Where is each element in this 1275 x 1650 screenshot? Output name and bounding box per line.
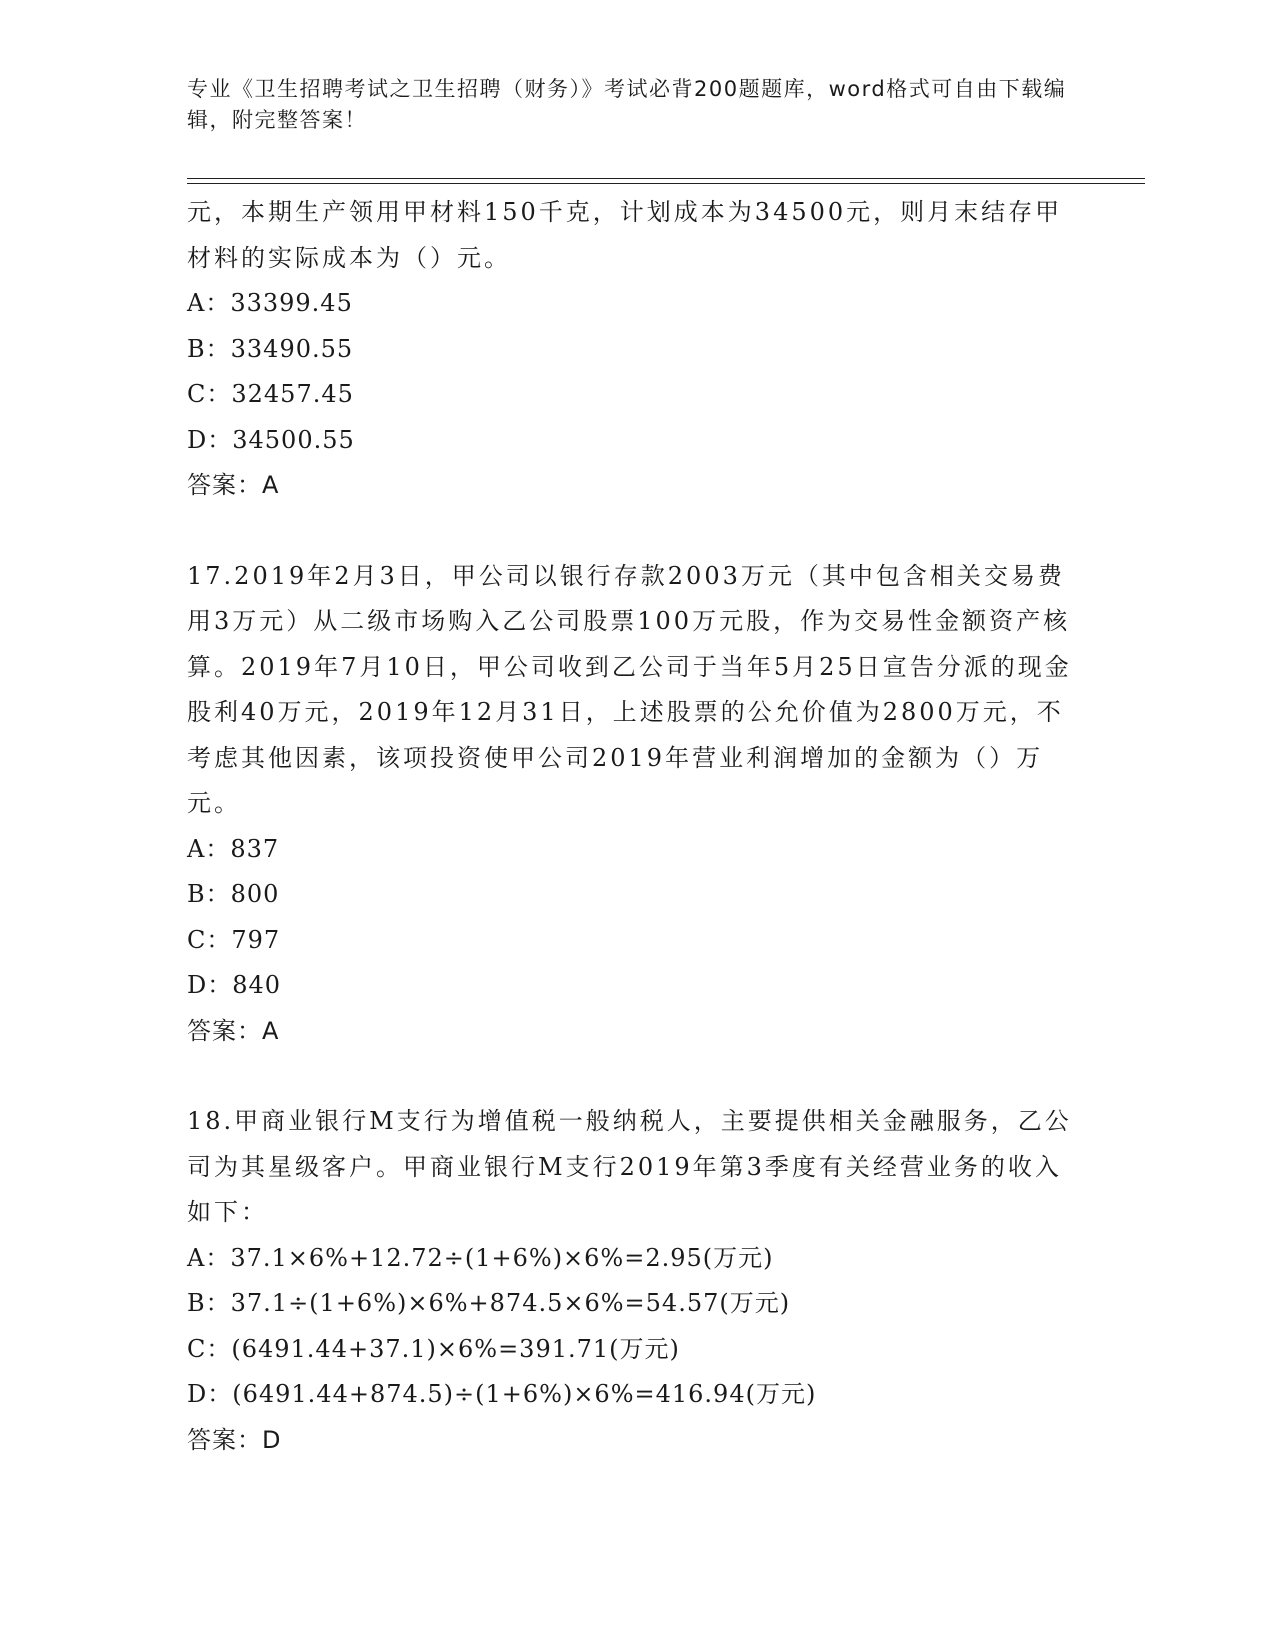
option-d: D：34500.55 [187,425,355,454]
question-16 [187,190,1077,509]
answer: 答案：A [187,1016,280,1045]
option-a: A：837 [187,834,280,863]
answer: 答案：A [187,471,280,499]
option-a: A：33399.45 [187,289,353,317]
question-18 [187,1099,1077,1463]
question-17 [187,554,1077,1055]
option-b: B：800 [187,880,280,908]
header-divider-bottom [187,183,1145,184]
option-b: B：33490.55 [187,334,354,363]
question-stem: 元，本期生产领用甲材料150千克，计划成本为34500元，则月末结存甲材料的实际成本为（）元。 [187,198,1063,272]
question-stem: 18.甲商业银行M支行为增值税一般纳税人，主要提供相关金融服务，乙公司为其星级客户。甲商业银行M支行2019年第3季度有关经营业务的收入如下： [187,1107,1072,1226]
option-b: B：37.1÷(1+6%)×6%+874.5×6%=54.57(万元) [187,1289,791,1317]
spacer [187,509,1077,554]
document-header: 专业《卫生招聘考试之卫生招聘（财务）》考试必背200题题库，word格式可自由下载编辑，附完整答案！ [187,77,1067,132]
option-c: C：(6491.44+37.1)×6%=391.71(万元) [187,1334,680,1363]
spacer [187,1054,1077,1099]
option-a: A：37.1×6%+12.72÷(1+6%)×6%=2.95(万元) [187,1243,774,1272]
header-divider-top [187,178,1145,179]
option-d: D：840 [187,971,282,999]
answer: 答案：D [187,1425,282,1454]
option-c: C：32457.45 [187,380,354,408]
option-c: C：797 [187,925,281,954]
document-body [187,190,1077,1463]
question-stem: 17.2019年2月3日，甲公司以银行存款2003万元（其中包含相关交易费用3万元）从二级市场购入乙公司股票100万元股，作为交易性金额资产核算。2019年7月10日，甲公司收到乙公司于当年5月25日宣告分派的现金股利40万元，2019年12月31日，上述股票的公允价值为2800万元，不考虑其他因素，该项投资使甲公司2019年营业利润增加的金额为（）万元。 [187,561,1072,817]
option-d: D：(6491.44+874.5)÷(1+6%)×6%=416.94(万元) [187,1380,817,1408]
